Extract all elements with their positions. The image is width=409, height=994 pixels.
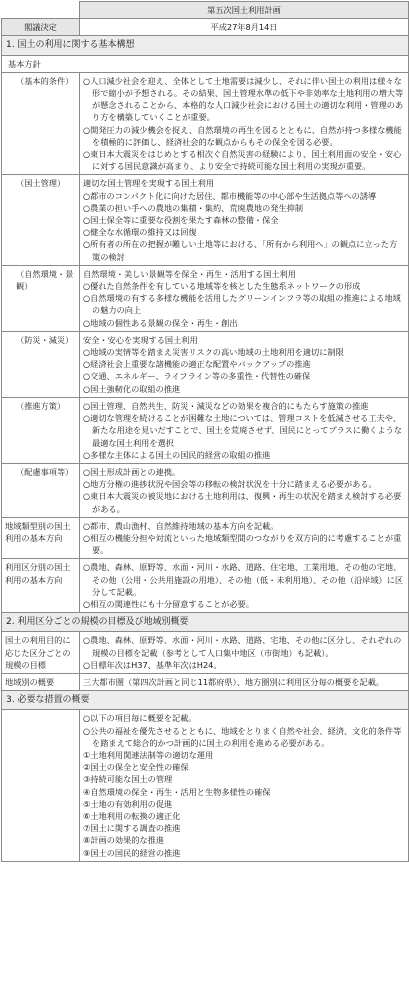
list-item: ○優れた自然条件を有している地域等を核とした生態系ネットワークの形成 <box>83 281 361 292</box>
label-promotion-measures: （推進方策） <box>2 397 80 463</box>
numbered-item: ⑦国土に関する調査の推進 <box>83 823 181 834</box>
list-item: ○農地、森林、原野等、水面・河川・水路、道路、住宅地、工業用地、その他の宅地、その他（公用・公共用施設の用地）、その他（低・未利用地）、その他（沿岸域）に区分して記載。 <box>83 562 404 597</box>
list-item: ○国土保全等に重要な役割を果たす森林の整備・保全 <box>83 215 279 226</box>
list-item: ○自然環境の有する多様な機能を活用したグリーンインフラ等の取組の推進による地域の魅力の向上 <box>83 293 401 316</box>
list-item: ○地方分権の進捗状況や国会等の移転の検討状況を十分に踏まえる必要がある。 <box>83 479 377 490</box>
content-scale-targets <box>80 632 409 674</box>
content-considerations <box>80 463 409 517</box>
label-natural-environment: （自然環境・景観） <box>2 265 80 331</box>
section-1-title: 1. 国土の利用に関する基本構想 <box>2 36 409 55</box>
content-natural-environment <box>80 265 409 331</box>
section-3-row <box>2 691 409 710</box>
list-item: ○公共の福祉を優先させるとともに、地域をとりまく自然や社会、経済、文化的条件等を踏まえて総合的かつ計画的に国土の利用を進める必要がある。 <box>83 725 402 748</box>
content-basic-conditions <box>80 72 409 175</box>
label-basic-conditions: （基本的条件） <box>2 72 80 175</box>
row-basic-conditions <box>2 72 409 175</box>
label-regional-type: 地域類型別の国土利用の基本方向 <box>2 517 80 559</box>
header-date-row <box>2 19 409 36</box>
row-disaster-prevention <box>2 331 409 397</box>
numbered-item: ②国土の保全と安全性の確保 <box>83 762 189 773</box>
row-considerations <box>2 463 409 517</box>
list-item: ○人口減少社会を迎え、全体として土地需要は減少し、それに伴い国土の利用は様々な形で縮小が予想される。その結果、国土管理水準の低下や非効率な土地利用の増大等が懸念されることから、本格的な人口減少社会における国土の適切な利用・管理のあり方を構築していくことが重要。 <box>83 75 404 123</box>
label-considerations: （配慮事項等） <box>2 463 80 517</box>
numbered-item: ①土地利用関連法制等の適切な運用 <box>83 749 214 760</box>
list-item: ○経済社会上重要な諸機能の適正な配置やバックアップの推進 <box>83 359 311 370</box>
list-item: ○以下の項目毎に概要を記載。 <box>83 713 197 724</box>
list-item: ○国土形成計画との連携。 <box>83 466 181 477</box>
list-item: ○東日本大震災の被災地における土地利用は、復興・再生の状況を踏まえ検討する必要がある。 <box>83 491 402 514</box>
plan-title: 第五次国土利用計画 <box>80 2 409 19</box>
list-item: ○多様な主体による国土の国民的経営の取組の推進 <box>83 449 271 460</box>
list-item: ○相互の機能分担や対流といった地域類型間のつながりを双方向的に考慮することが重要。 <box>83 532 402 556</box>
section-2-row <box>2 613 409 632</box>
row-regional-type <box>2 517 409 559</box>
label-landuse-category: 利用区分別の国土利用の基本方向 <box>2 559 80 613</box>
header-title-row <box>2 2 409 19</box>
label-necessary-measures-empty <box>2 710 80 861</box>
row-land-management <box>2 175 409 265</box>
numbered-item: ⑧計画の効果的な推進 <box>83 835 165 846</box>
decision-label: 閣議決定 <box>2 19 80 36</box>
list-item: ○都市のコンパクト化に向けた居住、都市機能等の中心部や生活拠点等への誘導 <box>83 190 377 201</box>
list-item: ○目標年次はH37、基準年次はH24。 <box>83 659 222 670</box>
row-promotion-measures <box>2 397 409 463</box>
row-scale-targets <box>2 632 409 674</box>
lead-text: 適切な国土管理を実現する国土利用 <box>83 178 215 189</box>
section-3-title: 3. 必要な措置の概要 <box>2 691 409 710</box>
basic-policy-label: 基本方針 <box>2 55 409 72</box>
summary-table <box>1 1 409 862</box>
list-item: ○所有者の所在の把握が難しい土地等における、「所有から利用へ」の観点に立った方策の検討 <box>83 239 398 262</box>
list-item: ○適切な管理を続けることが困難な土地については、管理コストを低減させる工夫や、新たな用途を見いだすことで、国土を荒廃させず、国民にとってプラスに働くような最適な国土利用を選択 <box>83 413 402 448</box>
lead-text: 自然環境・美しい景観等を保全・再生・活用する国土利用 <box>83 268 296 279</box>
label-scale-targets: 国土の利用目的に応じた区分ごとの規模の目標 <box>2 632 80 674</box>
list-item: ○地域の実情等を踏まえ災害リスクの高い地域の土地利用を適切に制限 <box>83 347 344 358</box>
list-item: ○農地、森林、原野等、水面・河川・水路、道路、宅地、その他に区分し、それぞれの規模の目標を記載（参考として人口集中地区（市街地）も記載）。 <box>83 635 402 658</box>
list-item: ○健全な水循環の維持又は回復 <box>83 227 197 238</box>
basic-policy-row <box>2 55 409 72</box>
label-regional-overview: 地域別の概要 <box>2 673 80 690</box>
numbered-item: ⑨国土の国民的経営の推進 <box>83 847 181 858</box>
list-item: ○農業の担い手への農地の集積・集約、荒廃農地の発生抑制 <box>83 202 304 213</box>
numbered-item: ③持続可能な国土の管理 <box>83 774 173 785</box>
numbered-item: ④自然環境の保全・再生・活用と生物多様性の確保 <box>83 786 271 797</box>
list-item: ○国土管理、自然共生、防災・減災などの効果を複合的にもたらす施策の推進 <box>83 400 369 411</box>
content-regional-overview: 三大都市圏（第四次計画と同じ11都府県）、地方圏別に利用区分毎の概要を記載。 <box>80 673 409 690</box>
lead-text: 安全・安心を実現する国土利用 <box>83 334 198 345</box>
list-item: ○国土強靭化の取組の推進 <box>83 383 181 394</box>
content-necessary-measures <box>80 710 409 861</box>
section-1-row <box>2 36 409 55</box>
section-2-title: 2. 利用区分ごとの規模の目標及び地域別概要 <box>2 613 409 632</box>
content-promotion-measures <box>80 397 409 463</box>
content-regional-type <box>80 517 409 559</box>
numbered-item: ⑥土地利用の転換の適正化 <box>83 810 181 821</box>
list-item: ○東日本大震災をはじめとする相次ぐ自然災害の経験により、国土利用面の安全・安心に対する国民意識が高まり、より安全で持続可能な国土利用の実現が重要。 <box>83 149 402 172</box>
row-regional-overview <box>2 673 409 690</box>
list-item: ○交通、エネルギー、ライフライン等の多重性・代替性の確保 <box>83 371 311 382</box>
row-natural-environment <box>2 265 409 331</box>
label-disaster-prevention: （防災・減災） <box>2 331 80 397</box>
row-necessary-measures <box>2 710 409 861</box>
decision-date: 平成27年8月14日 <box>80 19 409 36</box>
list-item: ○地域の個性ある景観の保全・再生・創出 <box>83 317 238 328</box>
list-item: ○相互の関連性にも十分留意することが必要。 <box>83 598 254 609</box>
content-disaster-prevention <box>80 331 409 397</box>
content-land-management <box>80 175 409 265</box>
label-land-management: （国土管理） <box>2 175 80 265</box>
content-landuse-category <box>80 559 409 613</box>
plan-summary-document <box>1 1 408 862</box>
row-landuse-category <box>2 559 409 613</box>
list-item: ○都市、農山漁村、自然維持地域の基本方向を記載。 <box>83 520 279 531</box>
list-item: ○開発圧力の減少機会を捉え、自然環境の再生を図るとともに、自然が持つ多様な機能を積極的に評価し、経済社会的な観点からもその保全を図る必要。 <box>83 124 402 147</box>
header-spacer <box>2 2 80 19</box>
numbered-item: ⑤土地の有効利用の促進 <box>83 798 173 809</box>
